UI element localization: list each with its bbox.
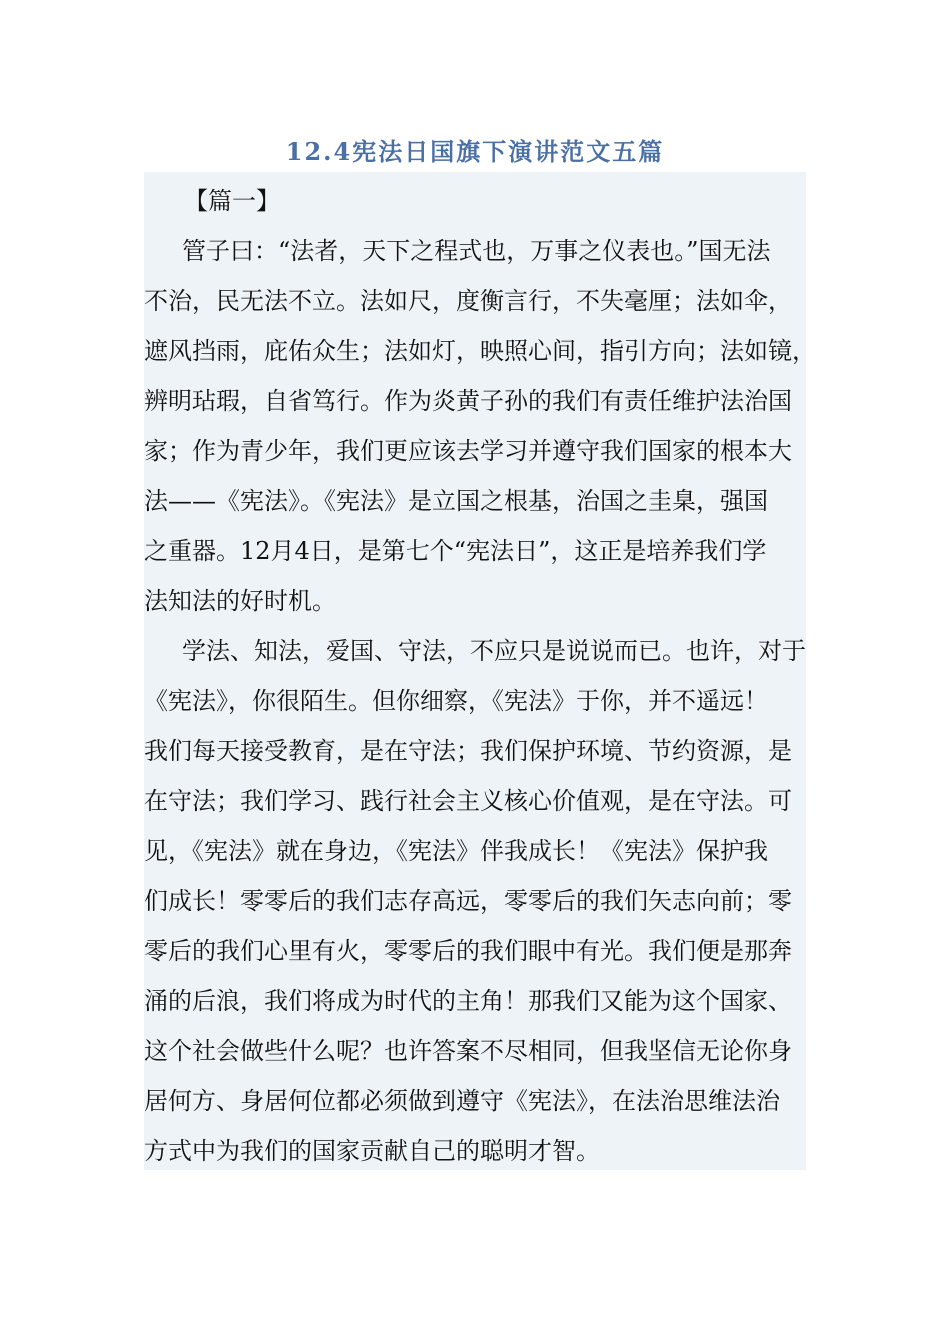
paragraph-line: 遮风挡雨，庇佑众生；法如灯，映照心间，指引方向；法如镜， — [144, 337, 816, 365]
paragraph-line: 们成长！零零后的我们志存高远，零零后的我们矢志向前；零 — [144, 887, 792, 915]
paragraph-line: 法知法的好时机。 — [144, 587, 336, 615]
article-body — [144, 172, 816, 1170]
paragraph-line: 之重器。12月4日，是第七个“宪法日”，这正是培养我们学 — [144, 537, 767, 565]
paragraph-line: 居何方、身居何位都必须做到遵守《宪法》，在法治思维法治 — [144, 1087, 780, 1115]
section-heading: 【篇一】 — [184, 187, 280, 215]
paragraph-line: 这个社会做些什么呢？也许答案不尽相同，但我坚信无论你身 — [144, 1037, 792, 1065]
paragraph-line: 《宪法》，你很陌生。但你细察，《宪法》于你，并不遥远！ — [144, 687, 768, 715]
paragraph-line: 学法、知法，爱国、守法，不应只是说说而已。也许，对于 — [158, 637, 806, 665]
paragraph-line: 不治，民无法不立。法如尺，度衡言行，不失毫厘；法如伞， — [144, 287, 792, 315]
paragraph-line: 方式中为我们的国家贡献自己的聪明才智。 — [144, 1137, 600, 1165]
paragraph-line: 家；作为青少年，我们更应该去学习并遵守我们国家的根本大 — [144, 437, 792, 465]
paragraph-line: 辨明玷瑕，自省笃行。作为炎黄子孙的我们有责任维护法治国 — [144, 387, 792, 415]
paragraph-line: 法——《宪法》。《宪法》是立国之根基，治国之圭臬，强国 — [144, 487, 768, 515]
paragraph-line: 见，《宪法》就在身边，《宪法》伴我成长！《宪法》保护我 — [144, 837, 768, 865]
paragraph-line: 涌的后浪，我们将成为时代的主角！那我们又能为这个国家、 — [144, 987, 792, 1015]
paragraph-line: 管子曰：“法者，天下之程式也，万事之仪表也。”国无法 — [158, 237, 771, 265]
paragraph-line: 零后的我们心里有火，零零后的我们眼中有光。我们便是那奔 — [144, 937, 792, 965]
document-title: 12.4宪法日国旗下演讲范文五篇 — [285, 137, 665, 166]
paragraph-line: 我们每天接受教育，是在守法；我们保护环境、节约资源，是 — [144, 737, 792, 765]
paragraph-line: 在守法；我们学习、践行社会主义核心价值观，是在守法。可 — [144, 787, 792, 815]
